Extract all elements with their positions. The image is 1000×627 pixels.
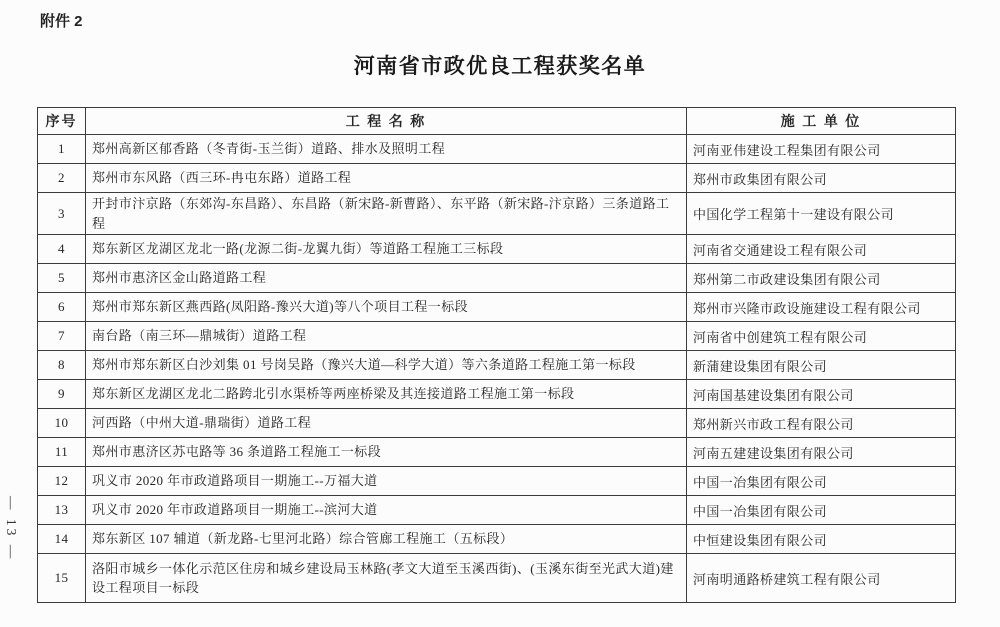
- column-header-company: 施 工 单 位: [687, 108, 956, 135]
- company-name: 郑州市政集团有限公司: [687, 164, 956, 193]
- company-name: 河南五建建设集团有限公司: [687, 438, 956, 467]
- table-row: [38, 409, 956, 438]
- row-number: 5: [38, 264, 86, 293]
- attachment-label: 附件 2: [40, 13, 83, 30]
- awards-table: [37, 107, 956, 603]
- table-row: [38, 135, 956, 164]
- row-number: 2: [38, 164, 86, 193]
- table-row: [38, 322, 956, 351]
- company-name: 河南省中创建筑工程有限公司: [687, 322, 956, 351]
- company-name: 新蒲建设集团有限公司: [687, 351, 956, 380]
- company-name: 中国一冶集团有限公司: [687, 467, 956, 496]
- table-row: [38, 193, 956, 235]
- table-row: [38, 496, 956, 525]
- company-name: 河南亚伟建设工程集团有限公司: [687, 135, 956, 164]
- page-number: — 13 —: [4, 496, 19, 562]
- project-name: 巩义市 2020 年市政道路项目一期施工--滨河大道: [86, 496, 687, 525]
- project-name: 南台路（南三环—鼎城街）道路工程: [86, 322, 687, 351]
- row-number: 14: [38, 525, 86, 554]
- table-row: [38, 293, 956, 322]
- project-name: 郑东新区龙湖区龙北二路跨北引水渠桥等两座桥梁及其连接道路工程施工第一标段: [86, 380, 687, 409]
- project-name: 郑东新区龙湖区龙北一路(龙源二街-龙翼九街）等道路工程施工三标段: [86, 235, 687, 264]
- project-name: 郑州市郑东新区燕西路(凤阳路-豫兴大道)等八个项目工程一标段: [86, 293, 687, 322]
- row-number: 7: [38, 322, 86, 351]
- company-name: 中国化学工程第十一建设有限公司: [687, 193, 956, 235]
- project-name: 郑州市东风路（西三环-冉屯东路）道路工程: [86, 164, 687, 193]
- company-name: 郑州市兴隆市政设施建设工程有限公司: [687, 293, 956, 322]
- company-name: 中国一冶集团有限公司: [687, 496, 956, 525]
- company-name: 河南明通路桥建筑工程有限公司: [687, 554, 956, 603]
- company-name: 河南省交通建设工程有限公司: [687, 235, 956, 264]
- company-name: 河南国基建设集团有限公司: [687, 380, 956, 409]
- row-number: 10: [38, 409, 86, 438]
- table-row: [38, 264, 956, 293]
- row-number: 15: [38, 554, 86, 603]
- row-number: 12: [38, 467, 86, 496]
- project-name: 洛阳市城乡一体化示范区住房和城乡建设局玉林路(孝文大道至玉溪西街)、(玉溪东街至光武大道)建设工程项目一标段: [86, 554, 687, 603]
- document-title: 河南省市政优良工程获奖名单: [353, 55, 647, 78]
- project-name: 河西路（中州大道-鼎瑞街）道路工程: [86, 409, 687, 438]
- table-row: [38, 235, 956, 264]
- table-row: [38, 351, 956, 380]
- project-name: 郑州市郑东新区白沙刘集 01 号岗吴路（豫兴大道—科学大道）等六条道路工程施工第一标段: [86, 351, 687, 380]
- row-number: 1: [38, 135, 86, 164]
- column-header-no: 序号: [38, 108, 86, 135]
- row-number: 9: [38, 380, 86, 409]
- table-row: [38, 380, 956, 409]
- company-name: 郑州新兴市政工程有限公司: [687, 409, 956, 438]
- row-number: 3: [38, 193, 86, 235]
- table-header-row: [38, 108, 956, 135]
- project-name: 开封市汴京路（东郊沟-东昌路）、东昌路（新宋路-新曹路）、东平路（新宋路-汴京路）三条道路工程: [86, 193, 687, 235]
- row-number: 8: [38, 351, 86, 380]
- row-number: 6: [38, 293, 86, 322]
- row-number: 4: [38, 235, 86, 264]
- table-row: [38, 525, 956, 554]
- table-row: [38, 554, 956, 603]
- company-name: 中恒建设集团有限公司: [687, 525, 956, 554]
- project-name: 郑州市惠济区苏屯路等 36 条道路工程施工一标段: [86, 438, 687, 467]
- table-row: [38, 164, 956, 193]
- project-name: 郑州高新区郁香路（冬青街-玉兰街）道路、排水及照明工程: [86, 135, 687, 164]
- company-name: 郑州第二市政建设集团有限公司: [687, 264, 956, 293]
- row-number: 13: [38, 496, 86, 525]
- table-row: [38, 438, 956, 467]
- table-row: [38, 467, 956, 496]
- project-name: 郑东新区 107 辅道（新龙路-七里河北路）综合管廊工程施工（五标段）: [86, 525, 687, 554]
- project-name: 巩义市 2020 年市政道路项目一期施工--万福大道: [86, 467, 687, 496]
- column-header-project: 工 程 名 称: [86, 108, 687, 135]
- row-number: 11: [38, 438, 86, 467]
- project-name: 郑州市惠济区金山路道路工程: [86, 264, 687, 293]
